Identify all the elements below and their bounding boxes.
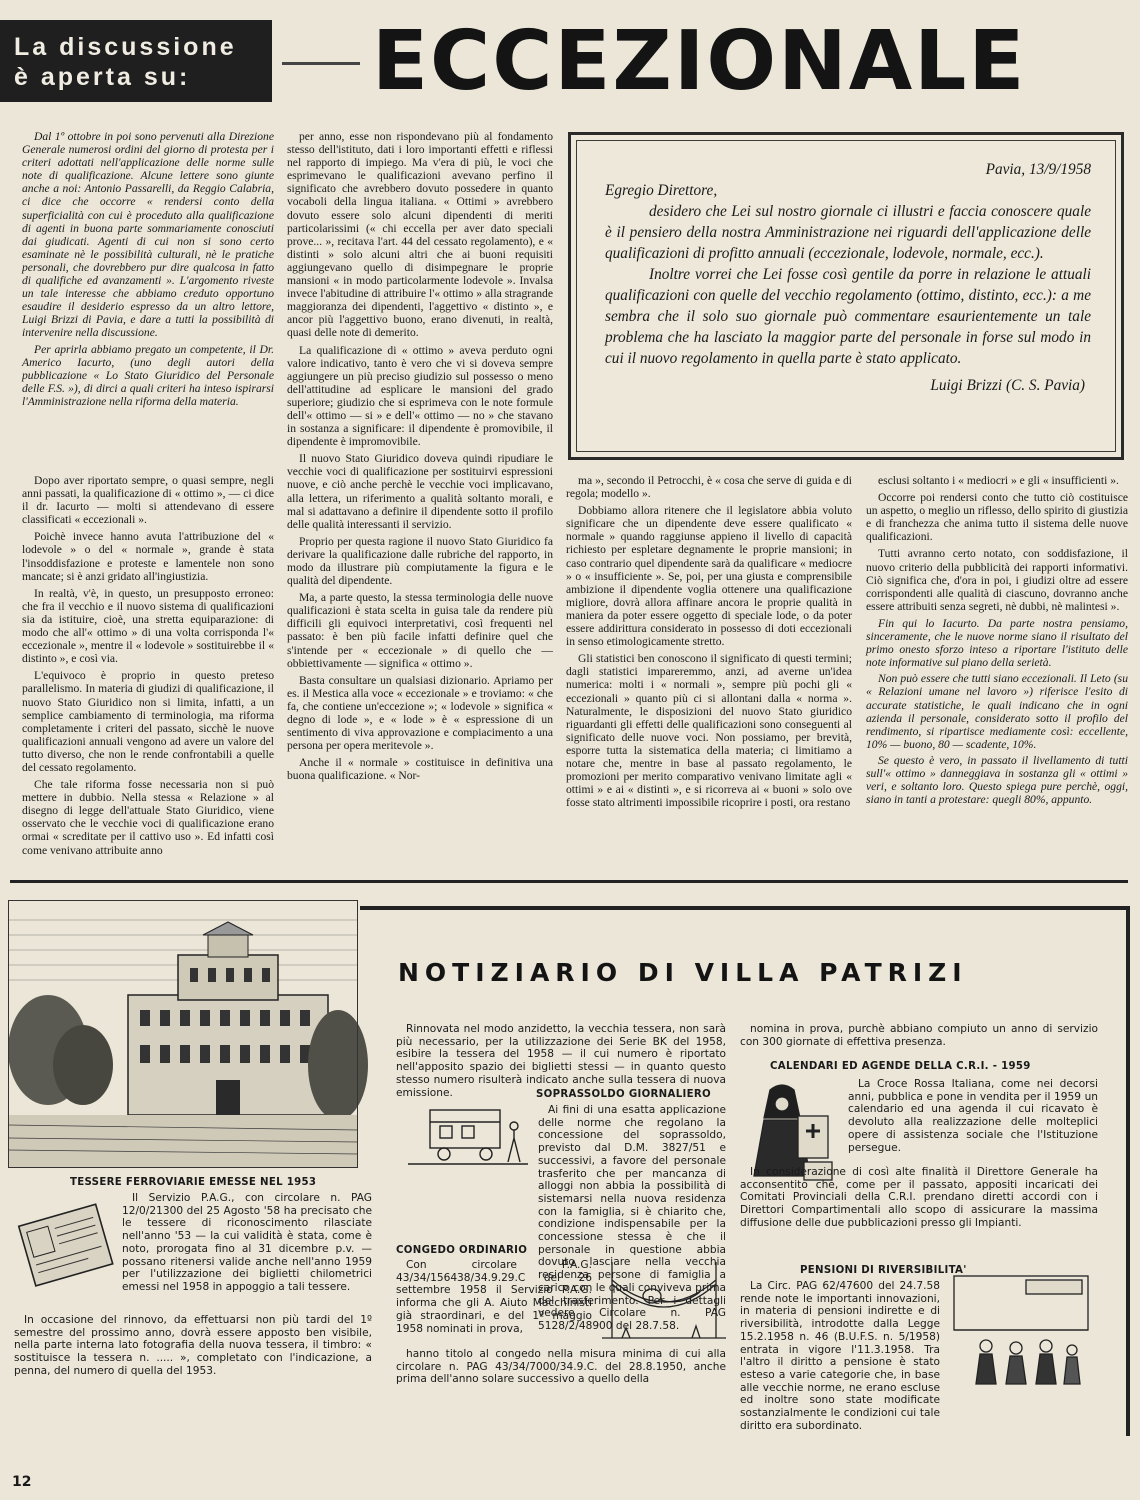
news-heading-tessere: TESSERE FERROVIARIE EMESSE NEL 1953 — [70, 1177, 317, 1188]
header-kicker-line1: La discussione — [14, 33, 237, 61]
train-sketch-icon — [408, 1092, 528, 1172]
article-paragraph: Poichè invece hanno avuta l'attribuzione del « lodevole » o del « normale », grande è stata l'insoddisfazione e proteste e lamentele non sono mancate; si è anzi gridato all'ingiustizia. — [22, 530, 274, 583]
news-paragraph: Il Servizio P.A.G., con circolare n. PAG 12/0/21300 del 25 Agosto '58 ha precisato che le tessere di riconoscimento rilasciate nell'anno '53 — la cui validità è stata, come è noto, prorogata fino al 31 dicembre p.v. — possano ritenersi valide anche nell'anno 1959 per l'utilizzazione dei biglietti chilometrici emessi nel 1958 in appoggio a tali tessere. — [122, 1192, 372, 1293]
news-paragraph: Rinnovata nel modo anzidetto, la vecchia tessera, non sarà più necessario, per la utilizzazione dei Serie BK del 1958, esibire la tessera del 1958 — il cui numero è riportato nell'apposito spazio dei biglietti stessi — in quanto questo stesso numero risulterà indicato anche sulla tessera di nuova emissione. — [396, 1023, 726, 1099]
article-paragraph: esclusi soltanto i « mediocri » e gli « insufficienti ». — [878, 474, 1119, 487]
news-heading-calendari: CALENDARI ED AGENDE DELLA C.R.I. - 1959 — [770, 1061, 1031, 1072]
news-heading-pensioni: PENSIONI DI RIVERSIBILITA' — [800, 1265, 967, 1276]
article-paragraph: Occorre poi rendersi conto che tutto ciò costituisce un aspetto, o meglio un riflesso, dello spirito di giustizia e di franchezza che anima tutto il sistema delle nuove qualificazioni. — [866, 491, 1128, 544]
intro-text — [22, 130, 274, 465]
article-column-1 — [22, 474, 274, 876]
railway-pass-sketch-icon — [14, 1196, 118, 1296]
news-paragraph: In occasione del rinnovo, da effettuarsi non più tardi del 1º semestre del prossimo anno, dovrà essere apposto ben visibile, nella parte interna lato fotografia della nuova tessera, il timbro: « sostituisce la tessera n. ..... », completato con l'indicazione, a penna, del numero di quella del 1953. — [14, 1314, 372, 1377]
news-congedo-continuation — [740, 1023, 1098, 1051]
header-divider — [282, 62, 360, 65]
article-paragraph: Il nuovo Stato Giuridico doveva quindi ripudiare le vecchie voci di qualificazione per sostituirvi espressioni nuove, e ciò anche perchè le vecchie voci implicavano, alla lettera, un riferimento a qualità soltanto morali, e mal si adattavano a definire il dipendente sotto il profilo delle qualità interessanti il servizio. — [287, 452, 553, 531]
news-section-title: NOTIZIARIO DI VILLA PATRIZI — [398, 958, 968, 987]
article-paragraph: per anno, esse non rispondevano più al fondamento stesso dell'istituto, dati i loro importanti effetti e riflessi nel rapporto di impiego. Ma v'era di più, le voci che esprimevano le qualificazioni avevano perfino il significato che avrebbero dovuto possedere in quanto vocaboli della lingua italiana. « Ottimi » avrebbero dovuto essere solo alcuni dipendenti di meriti particolarissimi (« chi eccella per aver dato speciali prove... », recitava l'art. 44 del cessato regolamento), e « distinti » solo alcuni altri che ai buoni requisiti aggiungevano quello di disimpegnare le proprie mansioni « in modo particolarmente lodevole ». Invalsa invece l'abitudine di attribuire l'« ottimo » alla stragrande maggioranza dei dipendenti, l'aggettivo « distinto », e ancor più l'aggettivo buono, erano divenuti, in realtà, quasi delle note di demerito. — [287, 130, 553, 340]
news-tessere-text-a — [122, 1192, 372, 1312]
news-paragraph: La Croce Rossa Italiana, come nei decorsi anni, pubblica e pone in vendita per il 1959 un calendario ed una agenda il cui ricavato è devoluto alla realizzazione delle molteplici opere di assistenza sociale che l'Istituzione persegue. — [848, 1078, 1098, 1154]
intro-paragraph: Dal 1º ottobre in poi sono pervenuti alla Direzione Generale numerosi ordini del giorno di protesta per i criteri adottati nell'applicazione delle norme sulle note di qualificazione. Alcune lettere sono giunte anche a noi: Antonio Passarelli, da Reggio Calabria, ci dice che occorre « rendersi conto della superficialità con cui è proceduto alla qualificazione di agenti in buona parte sommariamente conosciuti dai giudicati. Agenti di cui non si sono certo esaminate nè le possibilità culturali, nè le pratiche personali, che dovrebbero pur dire qualcosa in fatto di qualifiche ed avanzamenti ». L'argomento riveste un tale interesse che abbiamo creduto opportuno esaudire il desiderio espresso da un altro lettore, Luigi Brizzi di Pavia, e dare a tutti la possibilità di intervenire nella discussione. — [22, 130, 274, 340]
article-column-4 — [866, 474, 1128, 876]
article-column-3 — [566, 474, 852, 876]
letter-paragraph: desidero che Lei sul nostro giornale ci illustri e faccia conoscere quale è il pensiero della nostra Amministrazione nei riguardi dell'applicazione delle qualificazioni di profitto annuali (eccezionale, lodevole, normale, ecc.). — [605, 203, 1091, 262]
article-paragraph: ma », secondo il Petrocchi, è « cosa che serve di guida e di regola; modello ». — [566, 474, 852, 501]
news-tessere-text-b — [14, 1314, 372, 1408]
article-paragraph: Gli statistici ben conoscono il significato di questi termini; dagli statistici impareremmo, anzi, ad averne un'idea numerica: molti i « normali », sempre più pochi gli « eccezionali » quanto più ci si allontani dalla « norma ». Naturalmente, le disposizioni del nuovo Stato giuridico riguardanti gli effetti delle qualificazioni sono conseguenti al significato delle nuove voci. Non possiamo, per brevità, esporre tutta la sistematica della materia; ci limitiamo a notare che, mentre in base al passato regolamento, le promozioni per merito comparativo venivano limitate agli « ottimi » e ai « distinti », e si ricorreva ai « buoni » solo ove fosse stato altrimenti impossibile ricoprire i posti, ora restano — [566, 652, 852, 810]
article-paragraph: La qualificazione di « ottimo » aveva perduto ogni valore indicativo, tanto è vero che vi si doveva sempre aggiungere un più preciso giudizio sul possesso o meno dell'attitudine ad esplicare le mansioni del grado superiore; giudizio che si esprimeva con le note formule dell'« ottimo — si » e dell'« ottimo — no » che stavano in sostanza a significare: il dipendente è promovibile, il dipendente è impromovibile. — [287, 343, 553, 449]
article-column-2 — [287, 130, 553, 876]
hammock-sketch-icon — [602, 1252, 726, 1344]
header-kicker-box — [0, 20, 272, 102]
news-paragraph: In considerazione di così alte finalità il Direttore Generale ha acconsentito che, come per il passato, appositi incaricati dei Comitati Provinciali della C.R.I. prendano diretti accordi con i Direttori Compartimentali allo scopo di assicurare la massima diffusione delle due pubblicazioni presso gli Impianti. — [740, 1166, 1098, 1229]
news-paragraph: Ai fini di una esatta applicazione delle norme che regolano la concessione del soprassoldo, previsto dal D.M. 3827/51 e successivi, a favore del personale trasferito che per mancanza di alloggi non abbia la possibilità di sistemarsi nella nuova residenza con la famiglia, si è chiarito che, condizione indispensabile per la concessione stessa è che il personale in questione abbia dovuto lasciare nella vecchia residenza persone di famiglia a carico con le quali conviveva prima del trasferimento. Per i dettagli vedere Circolare n. PAG 5128/2/48900 del 28.7.58. — [538, 1104, 726, 1332]
villa-engraving-icon — [8, 900, 358, 1168]
article-paragraph: Basta consultare un qualsiasi dizionario. Apriamo per es. il Mestica alla voce « eccezionale » e troviamo: « che fa, che contiene un'eccezione »; « lodevole » significa « degno di lode », e « lode » è « espressione di un sentimento di viva approvazione e compiacimento a una persona per opera meritevole ». — [287, 673, 553, 753]
news-calendari-text-a — [848, 1078, 1098, 1164]
comment-paragraph: Se questo è vero, in passato il livellamento di tutti sull'« ottimo » danneggiava in sostanza gli « ottimi » veri, e soltanto loro. Questo spiega pure perchè, oggi, siano in tanti a protestare: quegli 80%, appunto. — [866, 753, 1128, 807]
news-congedo-text-b — [396, 1348, 726, 1400]
letter-signature: Luigi Brizzi (C. S. Pavia) — [930, 377, 1085, 394]
article-paragraph: L'equivoco è proprio in questo preteso parallelismo. In materia di giudizi di qualificazione, il nuovo Stato Giuridico non si limita, infatti, a un semplice cambiamento di terminologia, ma riforma completamente i criteri del passato, sicchè le nuove qualificazioni annuali vengono ad avere un valore del tutto diverso, che non le rende confrontabili a quelle del cessato regolamento. — [22, 669, 274, 774]
news-paragraph: La Circ. PAG 62/47600 del 24.7.58 rende note le importanti innovazioni, in materia di pensioni indirette e di riversibilità, introdotte dalla Legge 15.2.1958 n. 46 (B.U.F.S. n. 5/1958) entrata in vigore l'11.3.1958. Tra l'altro il diritto a pensione è stato esteso a varie categorie che, in base alle vecchie norme, ne erano escluse ed inoltre sono state modificate sostanzialmente le condizioni cui tale diritto era subordinato. — [740, 1280, 940, 1432]
news-heading-congedo: CONGEDO ORDINARIO — [396, 1245, 528, 1256]
comment-paragraph: Non può essere che tutti siano eccezionali. Il Leto (su « Relazioni umane nel lavoro ») riferisce l'esito di accurate statistiche, le quali indicano che in ogni azienda il personale, considerato sotto il profilo del rendimento, si ripartisce mediamente così: eccellente, 10% — buono, 80 — scadente, 10%. — [866, 672, 1128, 751]
news-paragraph: hanno titolo al congedo nella misura minima di cui alla circolare n. PAG 43/34/7000/34.9.C. del 28.8.1950, anche prima dell'anno solare successivo a quello della — [396, 1348, 726, 1386]
intro-paragraph: Per aprirla abbiamo pregato un competente, il Dr. Americo Iacurto, (uno degli autori della pubblicazione « Lo Stato Giuridico del Personale delle F.S. »), di dirci a quali criteri ha inteso ispirarsi l'Amministrazione nella riforma della materia. — [22, 342, 274, 408]
comment-paragraph: Fin qui lo Iacurto. Da parte nostra pensiamo, sinceramente, che le nuove norme siano il risultato del primo onesto sforzo inteso a riportare l'istituto delle note informative sul piano della serietà. — [866, 616, 1128, 670]
news-heading-soprassoldo: SOPRASSOLDO GIORNALIERO — [536, 1089, 711, 1100]
reader-letter-box — [568, 132, 1124, 460]
letter-greeting: Egregio Direttore, — [605, 182, 718, 199]
header-kicker-line2: è aperta su: — [14, 63, 191, 91]
page-number: 12 — [12, 1474, 32, 1490]
article-paragraph: Anche il « normale » costituisce in definitiva una buona qualificazione. « Nor- — [287, 756, 553, 783]
article-paragraph: Che tale riforma fosse necessaria non si può mettere in dubbio. Nella stessa « Relazione » al disegno di legge dell'attuale Stato Giuridico, viene osservato che le vecchie voci di qualificazione erano ormai « screditate per il cattivo uso ». Ed infatti così come venivano attribuite anno — [22, 778, 274, 857]
news-pensioni-text-a — [740, 1280, 940, 1432]
news-soprassoldo-text-a — [538, 1104, 726, 1332]
news-paragraph: nomina in prova, purchè abbiano compiuto un anno di servizio con 300 giornate di effettiva presenza. — [740, 1023, 1098, 1048]
article-paragraph: Dobbiamo allora ritenere che il legislatore abbia voluto significare che un dipendente deve essere qualificato « normale » quando raggiunse appieno il livello di capacità richiesto per espletare degnamente le proprie mansioni; in caso contrario quel dipendente sarà da qualificare « mediocre » o « insufficiente ». Se, poi, per una giusta e comprensibile ambizione il dipendente voglia ottenere una qualificazione migliore, dovrà allora affinare ancora le proprie qualità in maniera da poter essere oggetto di speciale lode, o da poter essere addirittura considerato in possesso di doti eccezionali in senso etimologicamente stretto. — [566, 504, 852, 649]
article-paragraph: In realtà, v'è, in questo, un presupposto erroneo: che fra il vecchio e il nuovo sistema di qualificazioni sia da istituire, cioè, una stretta equiparazione: di modo che all'« ottimo » di una volta corrisponda l'« eccezionale », mentre il « lodevole » sostituirebbe il « distinto », e così via. — [22, 586, 274, 666]
letter-place-date: Pavia, 13/9/1958 — [985, 161, 1091, 178]
editorial-comment — [866, 617, 1128, 806]
news-paragraph: Con circolare P.A.G. 43/34/156438/34.9.29.C del 26 settembre 1958 il Servizio P.A.G. informa che gli A. Aiuto Macchinisti già straordinari, e del 1º maggio 1958 nominati in prova, — [396, 1259, 592, 1335]
section-divider — [10, 880, 1128, 883]
letter-paragraph: Inoltre vorrei che Lei fosse così gentile da porre in relazione le attuali qualificazioni con quelle del vecchio regolamento (ottimo, distinto, ecc.): a me sembra che il solo suo giornale può commentare esaurientemente un tale problema che ha lasciato la maggior parte del personale in forse sul modo in cui il nuovo regolamento in quella parte è stato applicato. — [605, 266, 1091, 367]
article-paragraph: Tutti avranno certo notato, con soddisfazione, il nuovo criterio della pubblicità dei rapporti informativi. Ciò significa che, d'ora in poi, i giudizi oltre ad essere corrispondenti alle qualità di ciascuno, dovranno anche essere attribuiti senza segreti, nè dubbi, nè malintesi ». — [866, 547, 1128, 613]
article-paragraph: Dopo aver riportato sempre, o quasi sempre, negli anni passati, la qualificazione di « ottimo », — ci dice il dr. Iacurto — molti si attendevano di essere classificati « eccezionali ». — [22, 474, 274, 527]
news-congedo-text-a — [396, 1259, 592, 1347]
article-paragraph: Proprio per questa ragione il nuovo Stato Giuridico fa derivare la qualificazione dalle rubriche del rapporto, in modo da illustrare più compiutamente la figura e le qualità del dipendente. — [287, 534, 553, 588]
article-paragraph: Ma, a parte questo, la stessa terminologia delle nuove qualificazioni è stata scelta in guisa tale da rendere più difficili gli equivoci interpretativi, così frequenti nel passato: è ben più facile infatti definire quel che s'intende per « eccezionale » di quello che — obbiettivamente — significa « ottimo ». — [287, 591, 553, 670]
news-calendari-text-b — [740, 1166, 1098, 1260]
page-title: ECCEZIONALE — [372, 14, 1027, 109]
pension-office-sketch-icon — [946, 1266, 1096, 1390]
